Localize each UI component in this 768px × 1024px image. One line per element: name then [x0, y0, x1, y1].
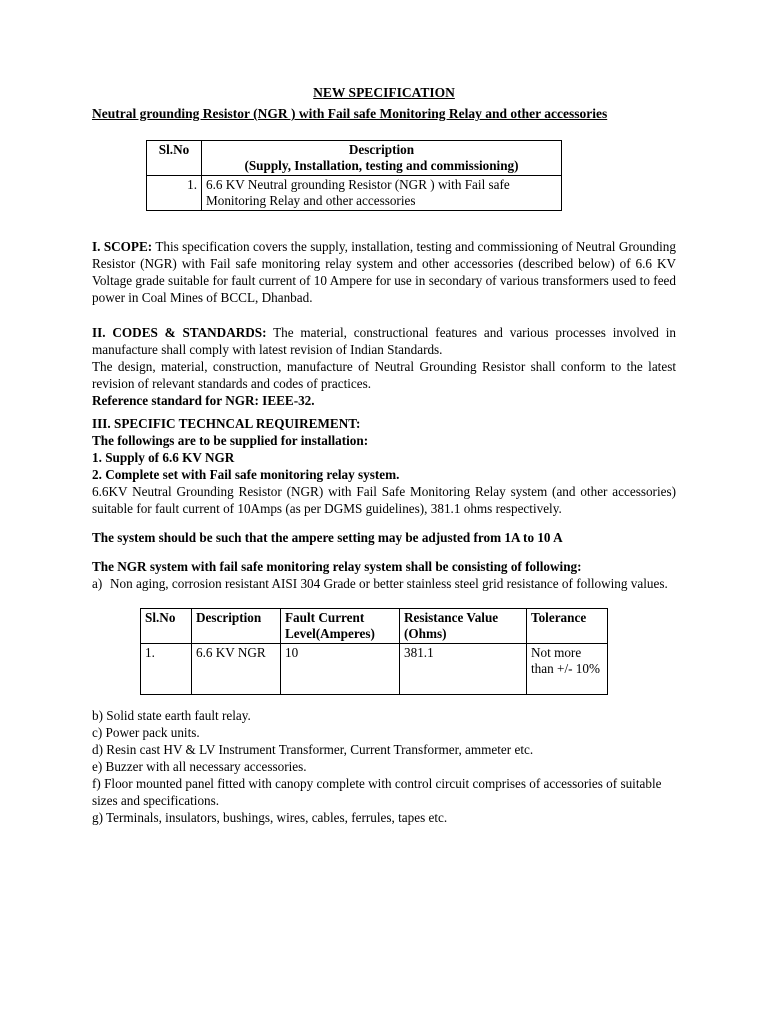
- scope-table: [146, 140, 562, 211]
- item-a-text: Non aging, corrosion resistant AISI 304 Grade or better stainless steel grid resistance of following values.: [110, 576, 668, 591]
- scope-text: This specification covers the supply, installation, testing and commissioning of Neutral Grounding Resistor (NGR) with Fail safe monitoring relay system and other accessories (described below) of 6.6 KV Voltage grade suitable for fault current of 10 Ampere for use in secondary of various transformers used to feed power in Coal Mines of BCCL, Dhanbad.: [92, 239, 676, 305]
- table-row: [141, 644, 608, 695]
- table-cell-description: 6.6 KV Neutral grounding Resistor (NGR ) with Fail safe Monitoring Relay and other accessories: [202, 176, 562, 211]
- description-header-line1: Description: [348, 142, 415, 157]
- reference-standard: Reference standard for NGR: IEEE-32.: [92, 393, 315, 408]
- table-cell-fault-current: 10: [281, 644, 400, 695]
- list-item: f) Floor mounted panel fitted with canopy complete with control circuit comprises of accessories of suitable sizes and specifications.: [92, 776, 662, 808]
- consisting-heading: The NGR system with fail safe monitoring relay system shall be consisting of following:: [92, 559, 582, 574]
- codes-paragraph-2: The design, material, construction, manufacture of Neutral Grounding Resistor shall conform to the latest revision of relevant standards and codes of practices.: [92, 359, 676, 391]
- table-header-slno: Sl.No: [147, 141, 202, 176]
- page-title: NEW SPECIFICATION: [313, 85, 455, 100]
- page-subtitle: Neutral grounding Resistor (NGR ) with Fail safe Monitoring Relay and other accessories: [92, 106, 608, 121]
- resistance-table: [140, 608, 608, 695]
- codes-heading: II. CODES & STANDARDS:: [92, 325, 267, 340]
- codes-text: The material, constructional features and various processes involved in manufacture shall comply with latest revision of Indian Standards.: [92, 325, 676, 357]
- table-cell-resistance: 381.1: [400, 644, 527, 695]
- table-cell-description: 6.6 KV NGR: [192, 644, 281, 695]
- table-header-row: [141, 609, 608, 644]
- scope-heading: I. SCOPE:: [92, 239, 153, 254]
- list-item: g) Terminals, insulators, bushings, wires, cables, ferrules, tapes etc.: [92, 810, 448, 825]
- table-header-description: [202, 141, 562, 176]
- ampere-setting-note: The system should be such that the ampere setting may be adjusted from 1A to 10 A: [92, 530, 563, 545]
- description-header-line2: (Supply, Installation, testing and commissioning): [244, 158, 519, 173]
- table-cell-slno: 1.: [147, 176, 202, 211]
- list-item: d) Resin cast HV & LV Instrument Transformer, Current Transformer, ammeter etc.: [92, 742, 534, 757]
- scope-paragraph: [92, 238, 676, 306]
- ngr-description-paragraph: 6.6KV Neutral Grounding Resistor (NGR) with Fail Safe Monitoring Relay system (and other accessories) suitable for fault current of 10Amps (as per DGMS guidelines), 381.1 ohms respectively.: [92, 484, 676, 516]
- item-a-label: a): [92, 576, 103, 591]
- table-cell-slno: 1.: [141, 644, 192, 695]
- specific-heading: III. SPECIFIC TECHNCAL REQUIREMENT:: [92, 416, 361, 431]
- table-cell-tolerance: Not more than +/- 10%: [527, 644, 608, 695]
- table-header-resistance: Resistance Value (Ohms): [400, 609, 527, 644]
- table-header-tolerance: Tolerance: [527, 609, 608, 644]
- list-item: c) Power pack units.: [92, 725, 200, 740]
- supply-item-1: 1. Supply of 6.6 KV NGR: [92, 450, 235, 465]
- table-header-slno: Sl.No: [141, 609, 192, 644]
- list-item: [92, 575, 676, 592]
- supply-item-2: 2. Complete set with Fail safe monitoring relay system.: [92, 467, 400, 482]
- codes-paragraph: [92, 324, 676, 358]
- table-header-description: Description: [192, 609, 281, 644]
- table-header-fault-current: Fault Current Level(Amperes): [281, 609, 400, 644]
- document-page: [92, 84, 676, 826]
- list-item: b) Solid state earth fault relay.: [92, 708, 251, 723]
- supply-intro: The followings are to be supplied for installation:: [92, 433, 369, 448]
- table-row: [147, 176, 562, 211]
- table-header-row: [147, 141, 562, 176]
- accessories-list: [92, 707, 676, 826]
- list-item: e) Buzzer with all necessary accessories.: [92, 759, 307, 774]
